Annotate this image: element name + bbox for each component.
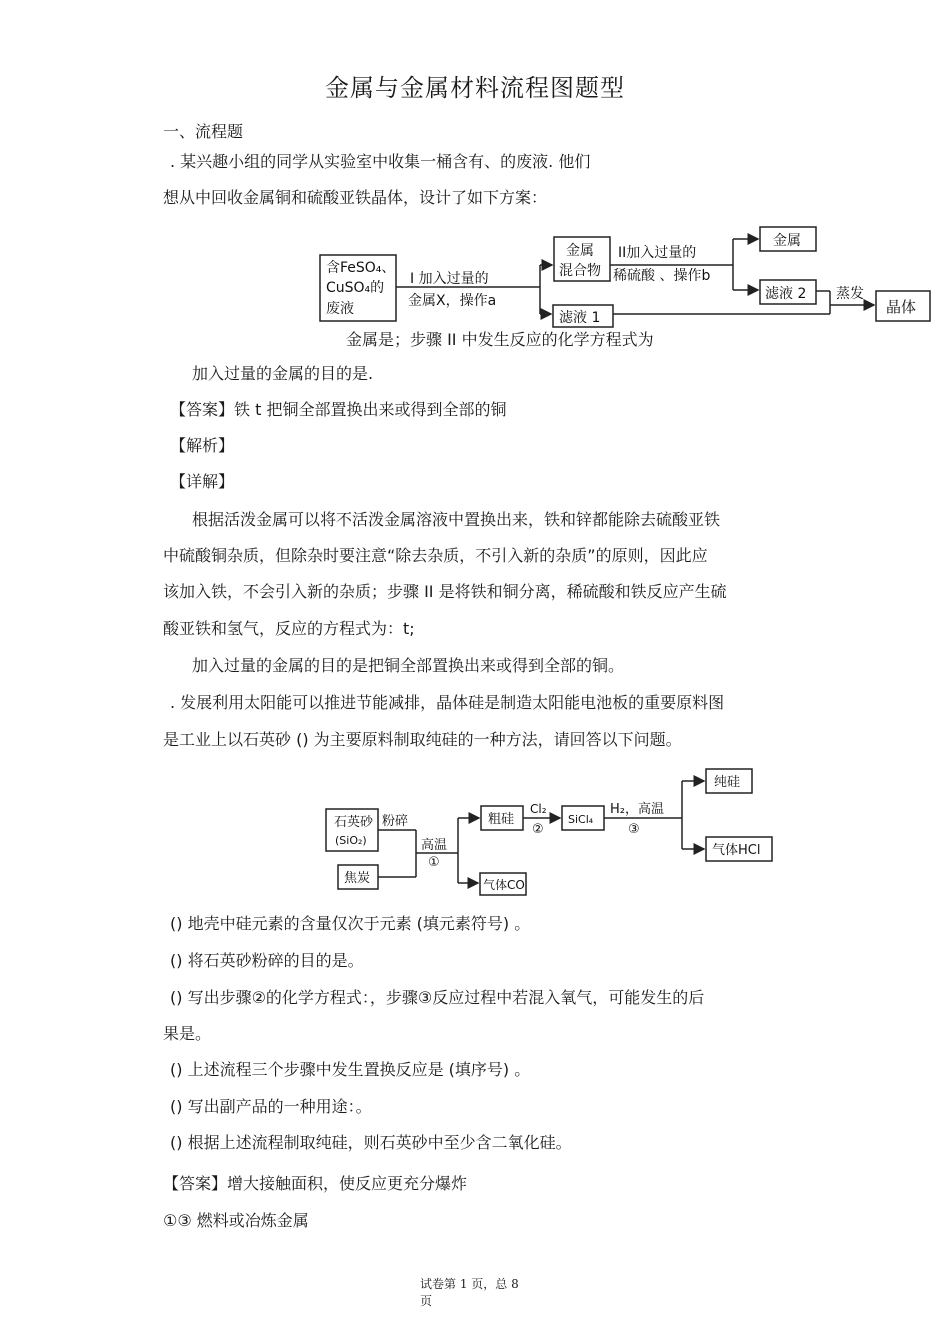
step3-marker: ③ [628, 822, 640, 837]
q1-text-line2: 想从中回收金属铜和硫酸亚铁晶体，设计了如下方案： [163, 188, 548, 207]
q2-answer2: ①③ 燃料或冶炼金属 [163, 1211, 309, 1230]
quartz-label-1: 石英砂 [334, 815, 374, 830]
step2-label-1: II加入过量的 [618, 245, 697, 261]
crush-label: 粉碎 [382, 814, 409, 829]
step1-label-2: 金属X，操作a [408, 293, 497, 309]
mixture-label-2: 混合物 [559, 263, 601, 279]
mixture-label-1: 金属 [566, 243, 594, 259]
step1-marker: ① [428, 855, 440, 870]
q1-question-line2: 加入过量的金属的目的是. [192, 364, 374, 383]
sicl4-label: SiCl₄ [568, 813, 594, 826]
waste-label-1: 含FeSO₄、 [326, 260, 396, 276]
filtrate2-label: 滤液 2 [765, 286, 807, 302]
q2-question-3: () 写出步骤②的化学方程式：，步骤③反应过程中若混入氧气，可能发生的后 [170, 988, 705, 1007]
q2-text-line2: 是工业上以石英砂 () 为主要原料制取纯硅的一种方法，请回答以下问题。 [163, 730, 682, 749]
quartz-label-2: (SiO₂) [335, 834, 367, 847]
q1-detail: 【详解】 [170, 472, 235, 491]
q2-question-3-cont: 果是。 [163, 1024, 212, 1043]
q2-text-line1: . 发展利用太阳能可以推进节能减排，晶体硅是制造太阳能电池板的重要原料图 [170, 693, 725, 712]
crystal-label: 晶体 [886, 298, 917, 316]
q1-question-line: 金属是；步骤 II 中发生反应的化学方程式为 [346, 330, 654, 349]
q2-question-5: () 写出副产品的一种用途：。 [170, 1097, 372, 1116]
h2-label: H₂，高温 [610, 802, 664, 817]
q1-para-line1: 根据活泼金属可以将不活泼金属溶液中置换出来，铁和锌都能除去硫酸亚铁 [192, 510, 721, 529]
high-temp-label: 高温 [421, 838, 448, 853]
pure-si-label: 纯硅 [714, 775, 741, 790]
evaporate-label: 蒸发 [836, 286, 864, 302]
waste-label-2: CuSO₄的 [326, 280, 385, 296]
step1-label-1: I 加入过量的 [410, 271, 489, 287]
step2-label-2: 稀硫酸 、操作b [613, 268, 711, 284]
q1-para2: 加入过量的金属的目的是把铜全部置换出来或得到全部的铜。 [192, 656, 625, 675]
q1-para-line3: 该加入铁，不会引入新的杂质；步骤 II 是将铁和铜分离，稀硫酸和铁反应产生硫 [163, 582, 727, 601]
waste-label-3: 废液 [326, 301, 354, 317]
q2-question-1: () 地壳中硅元素的含量仅次于元素 (填元素符号) 。 [170, 914, 531, 933]
q2-question-2: () 将石英砂粉碎的目的是。 [170, 951, 364, 970]
filtrate1-label: 滤液 1 [559, 310, 601, 326]
section-heading: 一、流程题 [163, 122, 244, 141]
hcl-label: 气体HCl [712, 843, 761, 858]
q2-question-4: () 上述流程三个步骤中发生置换反应是 (填序号) 。 [170, 1060, 531, 1079]
q1-answer: 【答案】铁 t 把铜全部置换出来或得到全部的铜 [170, 400, 507, 419]
q1-analysis: 【解析】 [170, 436, 235, 455]
copper-recovery-flowchart [310, 225, 940, 330]
q1-text-line1: . 某兴趣小组的同学从实验室中收集一桶含有、的废液. 他们 [170, 152, 591, 171]
footer-page-info: 试卷第 1 页，总 8 [420, 1277, 519, 1291]
cl2-label: Cl₂ [530, 802, 547, 816]
step2-marker: ② [532, 822, 544, 837]
page-title: 金属与金属材料流程图题型 [325, 74, 625, 102]
q1-para-line4: 酸亚铁和氢气，反应的方程式为：t; [163, 619, 415, 638]
co-label: 气体CO [483, 878, 525, 892]
q1-para-line2: 中硫酸铜杂质，但除杂时要注意“除去杂质，不引入新的杂质”的原则，因此应 [163, 546, 708, 565]
q2-answer: 【答案】增大接触面积，使反应更充分爆炸 [163, 1174, 468, 1193]
footer-page-info-cont: 页 [420, 1294, 433, 1308]
coke-label: 焦炭 [344, 871, 371, 886]
q2-question-6: () 根据上述流程制取纯硅，则石英砂中至少含二氧化硅。 [170, 1133, 572, 1152]
crude-si-label: 粗硅 [488, 812, 515, 827]
metal-label: 金属 [773, 233, 801, 249]
silicon-production-flowchart [318, 765, 788, 905]
